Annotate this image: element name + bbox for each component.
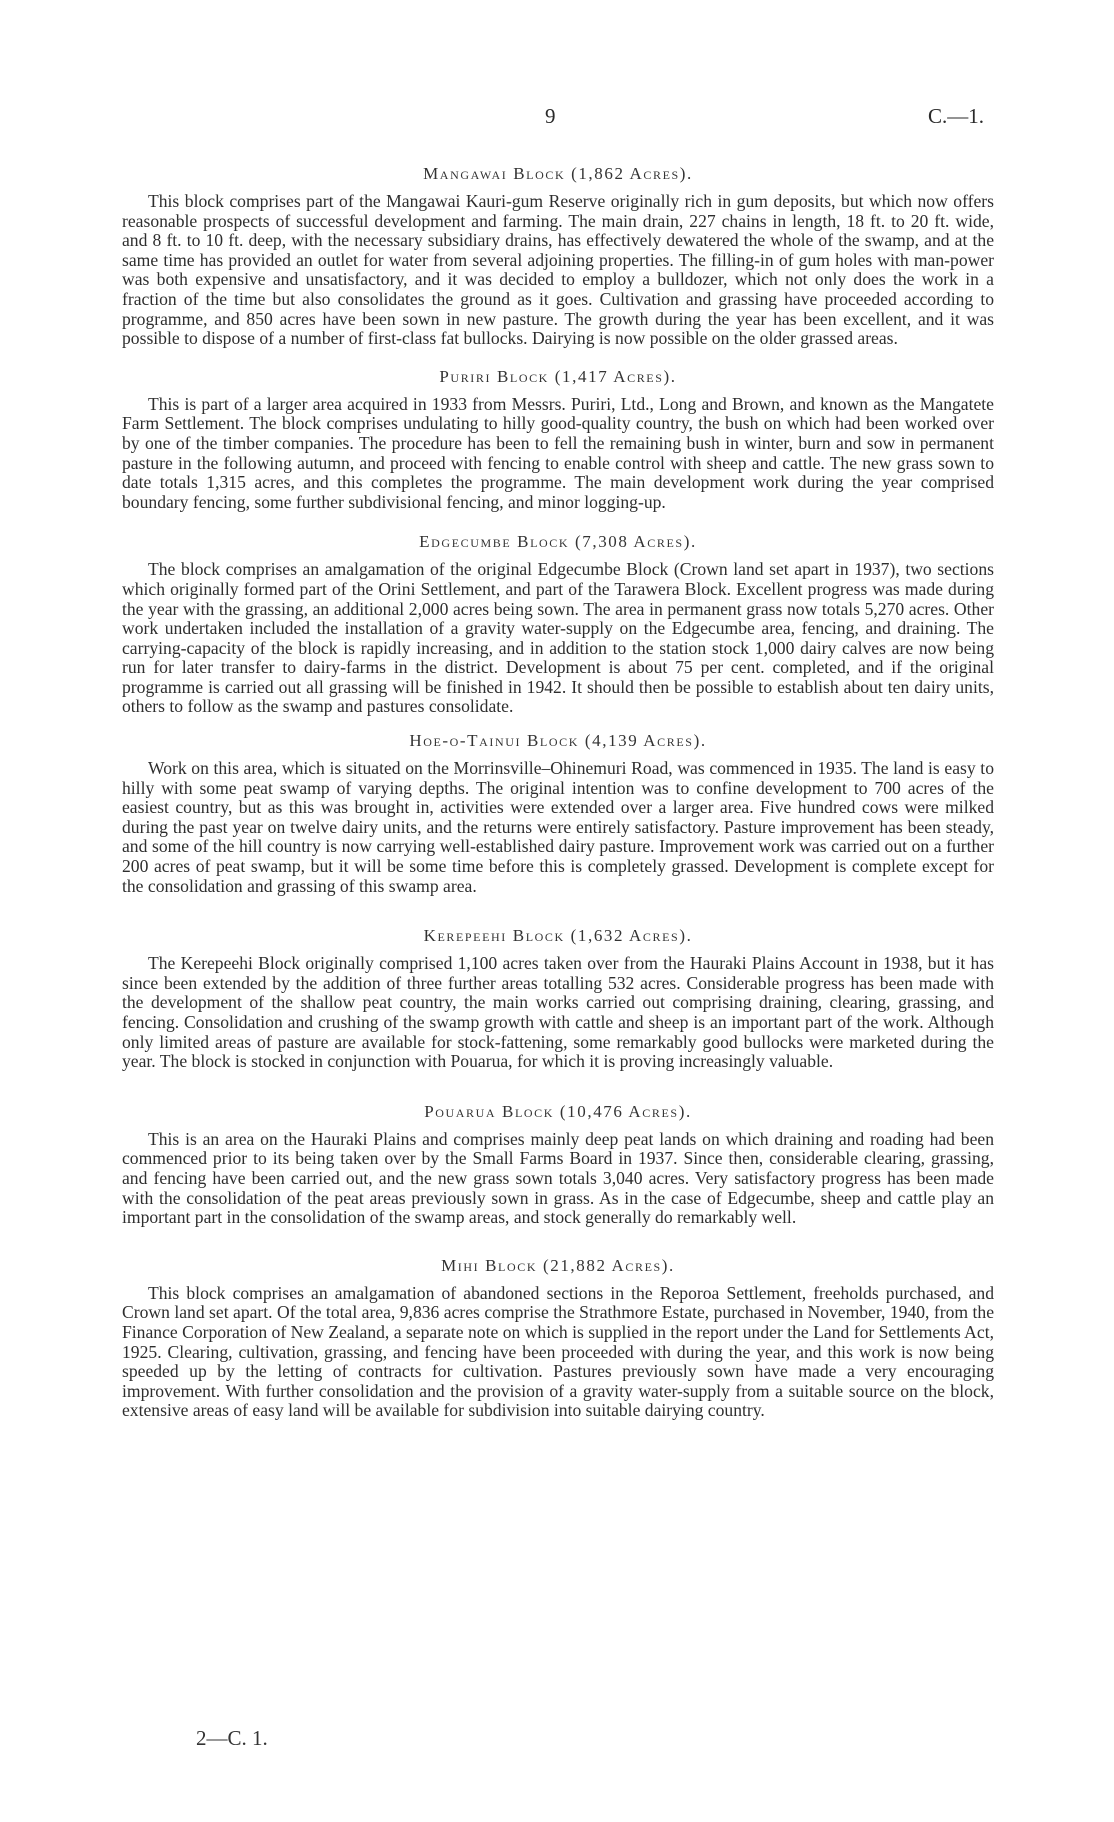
page-number: 9 [545,104,556,128]
section-mihi-block [122,1256,994,1421]
page-reference: C.—1. [927,104,984,128]
section-body: This block comprises an amalgamation of abandoned sections in the Reporoa Settlement, freeholds purchased, and Crown land set apart. Of the total area, 9,836 acres comprise the Strathmore Estate, purchased in November, 1940, from the Finance Corporation of New Zealand, a separate note on which is supplied in the report under the Land for Settlements Act, 1925. Clearing, cultivation, grassing, and fencing have been proceeded with during the year, and this work is now being speeded up by the letting of contracts for cultivation. Pastures previously sown have made a very encouraging improvement. With further consolidation and the provision of a gravity water-supply from a suitable source on the block, extensive areas of easy land will be available for subdivision into suitable dairying country. [122,1282,994,1421]
section-mangawai-block [122,164,994,349]
section-title: Edgecumbe Block (7,308 Acres). [419,532,697,552]
section-title: Hoe-o-Tainui Block (4,139 Acres). [409,731,707,751]
section-body: This is part of a larger area acquired in 1933 from Messrs. Puriri, Ltd., Long and Brown, and known as the Mangatete Farm Settlement. The block comprises undulating to hilly good-quality country, the bush on which had been worked over by one of the timber companies. The procedure has been to fell the remaining bush in winter, burn and sow in permanent pasture in the following autumn, and proceed with fencing to enable control with sheep and cattle. The new grass sown to date totals 1,315 acres, and this completes the programme. The main development work during the year comprised boundary fencing, some further subdivisional fencing, and minor logging-up. [122,393,994,512]
section-title: Mangawai Block (1,862 Acres). [423,164,693,183]
section-body: The block comprises an amalgamation of the original Edgecumbe Block (Crown land set apart in 1937), two sections which originally formed part of the Orini Settlement, and part of the Tarawera Block. Excellent progress was made during the year with the grassing, an additional 2,000 acres being sown. The area in permanent grass now totals 5,270 acres. Other work undertaken included the installation of a gravity water-supply on the Edgecumbe area, fencing, and draining. The carrying-capacity of the block is rapidly increasing, and in addition to the station stock 1,000 dairy calves are now being run for later transfer to dairy-farms in the district. Development is about 75 per cent. completed, and if the original programme is carried out all grassing will be finished in 1942. It should then be possible to establish about ten dairy units, others to follow as the swamp and pastures consolidate. [122,559,994,717]
page-header [0,104,1114,134]
section-puriri-block [122,367,994,513]
section-body: This block comprises part of the Mangawai Kauri-gum Reserve originally rich in gum deposits, but which now offers reasonable prospects of successful development and farming. The main drain, 227 chains in length, 18 ft. to 20 ft. wide, and 8 ft. to 10 ft. deep, with the necessary subsidiary drains, has effectively dewatered the whole of the swamp, and at the same time has provided an outlet for water from several adjoining properties. The filling-in of gum holes with man-power was both expensive and unsatisfactory, and it was decided to employ a bulldozer, which not only does the work in a fraction of the time but also consolidates the ground as it goes. Cultivation and grassing have proceeded according to programme, and 850 acres have been sown in new pasture. The growth during the year has been excellent, and it was possible to dispose of a number of first-class fat bullocks. Dairying is now possible on the older grassed areas. [122,191,994,349]
section-body: This is an area on the Hauraki Plains and comprises mainly deep peat lands on which draining and roading had been commenced prior to its being taken over by the Small Farms Board in 1937. Since then, considerable clearing, grassing, and fencing have been carried out, and the new grass sown totals 3,040 acres. Very satisfactory progress has been made with the consolidation of the peat areas previously sown in grass. As in the case of Edgecumbe, sheep and cattle play an important part in the consolidation of the swamp areas, and stock generally do remarkably well. [122,1128,994,1228]
page-content [122,150,994,1421]
section-title: Kerepeehi Block (1,632 Acres). [423,926,693,946]
section-title: Pouarua Block (10,476 Acres). [424,1101,692,1121]
section-body: The Kerepeehi Block originally comprised 1,100 acres taken over from the Hauraki Plains Account in 1938, but it has since been extended by the addition of three further areas totalling 532 acres. Considerable progress has been made with the development of the shallow peat country, the main works carried out comprising draining, clearing, grassing, and fencing. Consolidation and crushing of the swamp growth with cattle and sheep is an important part of the work. Although only limited areas of pasture are available for stock-fattening, some remarkably good bullocks were marketed during the year. The block is stocked in conjunction with Pouarua, for which it is proving increasingly valuable. [122,953,994,1072]
section-title: Mihi Block (21,882 Acres). [441,1255,675,1275]
section-pouarua-block [122,1102,994,1228]
section-title: Puriri Block (1,417 Acres). [439,366,677,386]
section-kerepeehi-block [122,926,994,1072]
page-footer-signature: 2—C. 1. [196,1726,268,1750]
section-hoe-o-tainui-block [122,731,994,896]
section-body: Work on this area, which is situated on the Morrinsville–Ohinemuri Road, was commenced in 1935. The land is easy to hilly with some peat swamp of varying depths. The original intention was to confine development to 700 acres of the easiest country, but as this was brought in, activities were extended over a larger area. Five hundred cows were milked during the past year on twelve dairy units, and the returns were entirely satisfactory. Pasture improvement has been steady, and some of the hill country is now carrying well-established dairy pasture. Improvement work was carried out on a further 200 acres of peat swamp, but it will be some time before this is completely grassed. Development is complete except for the consolidation and grassing of this swamp area. [122,758,994,896]
section-edgecumbe-block [122,532,994,717]
